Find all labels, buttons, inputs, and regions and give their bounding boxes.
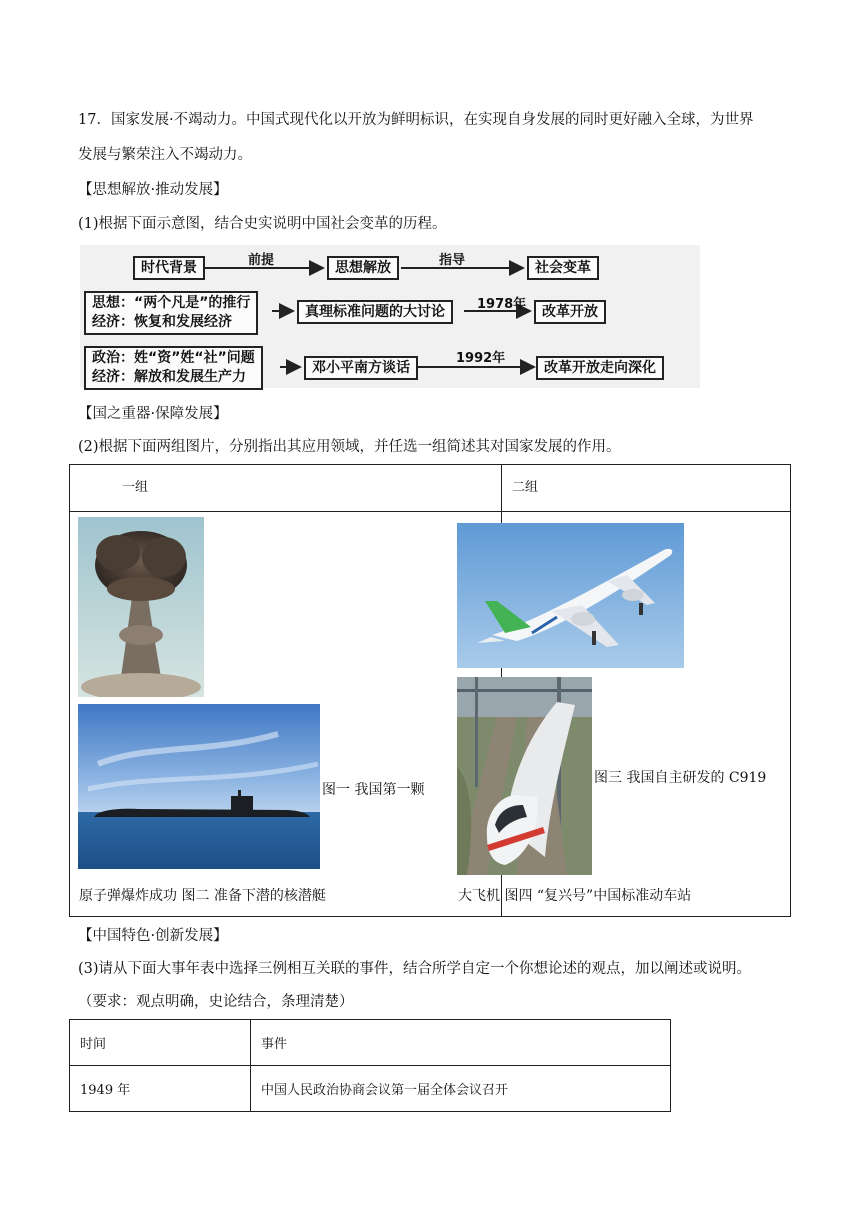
label-1992: 1992年 <box>456 351 506 366</box>
group1-caption-line2: 原子弹爆炸成功 图二 准备下潜的核潜艇 <box>79 888 326 904</box>
row2-left-line1: 思想：“两个凡是”的推行 <box>92 295 251 311</box>
section2-heading: 【国之重器·保障发展】 <box>78 406 228 422</box>
box-reform-deepening: 改革开放走向深化 <box>536 356 664 380</box>
cell-event: 中国人民政治协商会议第一届全体会议召开 <box>251 1066 671 1112</box>
box-era-background: 时代背景 <box>133 256 205 280</box>
atomic-bomb-photo <box>78 517 204 697</box>
section1-heading: 【思想解放·推动发展】 <box>78 182 228 198</box>
row2-left-line2: 经济：恢复和发展经济 <box>92 314 232 330</box>
box-reform-opening: 改革开放 <box>534 300 606 324</box>
label-guide: 指导 <box>439 253 466 268</box>
events-table <box>69 1019 671 1112</box>
label-premise: 前提 <box>248 253 275 268</box>
box-social-change: 社会变革 <box>527 256 599 280</box>
box-thought-liberation: 思想解放 <box>327 256 399 280</box>
section1-prompt: (1)根据下面示意图，结合史实说明中国社会变革的历程。 <box>78 216 447 232</box>
row3-left-line2: 经济：解放和发展生产力 <box>92 369 246 385</box>
group1-caption-tail: 图一 我国第一颗 <box>322 782 425 798</box>
col-header-event: 事件 <box>251 1020 671 1066</box>
group2-header: 二组 <box>502 465 791 512</box>
question-line-2: 发展与繁荣注入不竭动力。 <box>78 147 252 163</box>
section2-prompt: (2)根据下面两组图片，分别指出其应用领域，并任选一组简述其对国家发展的作用。 <box>78 439 621 455</box>
submarine-photo <box>78 704 320 869</box>
section3-heading: 【中国特色·创新发展】 <box>78 928 228 944</box>
reform-flow-diagram <box>80 245 700 388</box>
box-row3-left <box>84 346 263 390</box>
box-truth-debate: 真理标准问题的大讨论 <box>297 300 453 324</box>
col-header-time: 时间 <box>70 1020 251 1066</box>
section3-requirement: （要求：观点明确，史论结合，条理清楚） <box>78 994 354 1010</box>
group1-header: 一组 <box>70 465 502 512</box>
section3-prompt: (3)请从下面大事年表中选择三例相互关联的事件，结合所学自定一个你想论述的观点，加以阐述或说明。 <box>78 961 752 977</box>
question-line-1: 17．国家发展·不竭动力。中国式现代化以开放为鲜明标识，在实现自身发展的同时更好融入全球，为世界 <box>78 112 754 128</box>
row3-left-line1: 政治：姓“资”姓“社”问题 <box>92 350 255 366</box>
group2-caption-line2: 大飞机 图四 “复兴号”中国标准动车站 <box>458 888 692 904</box>
table-row <box>70 1066 671 1112</box>
c919-plane-photo <box>457 523 684 668</box>
box-row2-left <box>84 291 258 335</box>
box-southern-tour: 邓小平南方谈话 <box>304 356 418 380</box>
cell-time: 1949 年 <box>70 1066 251 1112</box>
label-1978: 1978年 <box>477 297 527 312</box>
fuxing-train-photo <box>457 677 592 875</box>
group2-caption-tail: 图三 我国自主研发的 C919 <box>594 770 767 786</box>
table-row <box>70 1020 671 1066</box>
